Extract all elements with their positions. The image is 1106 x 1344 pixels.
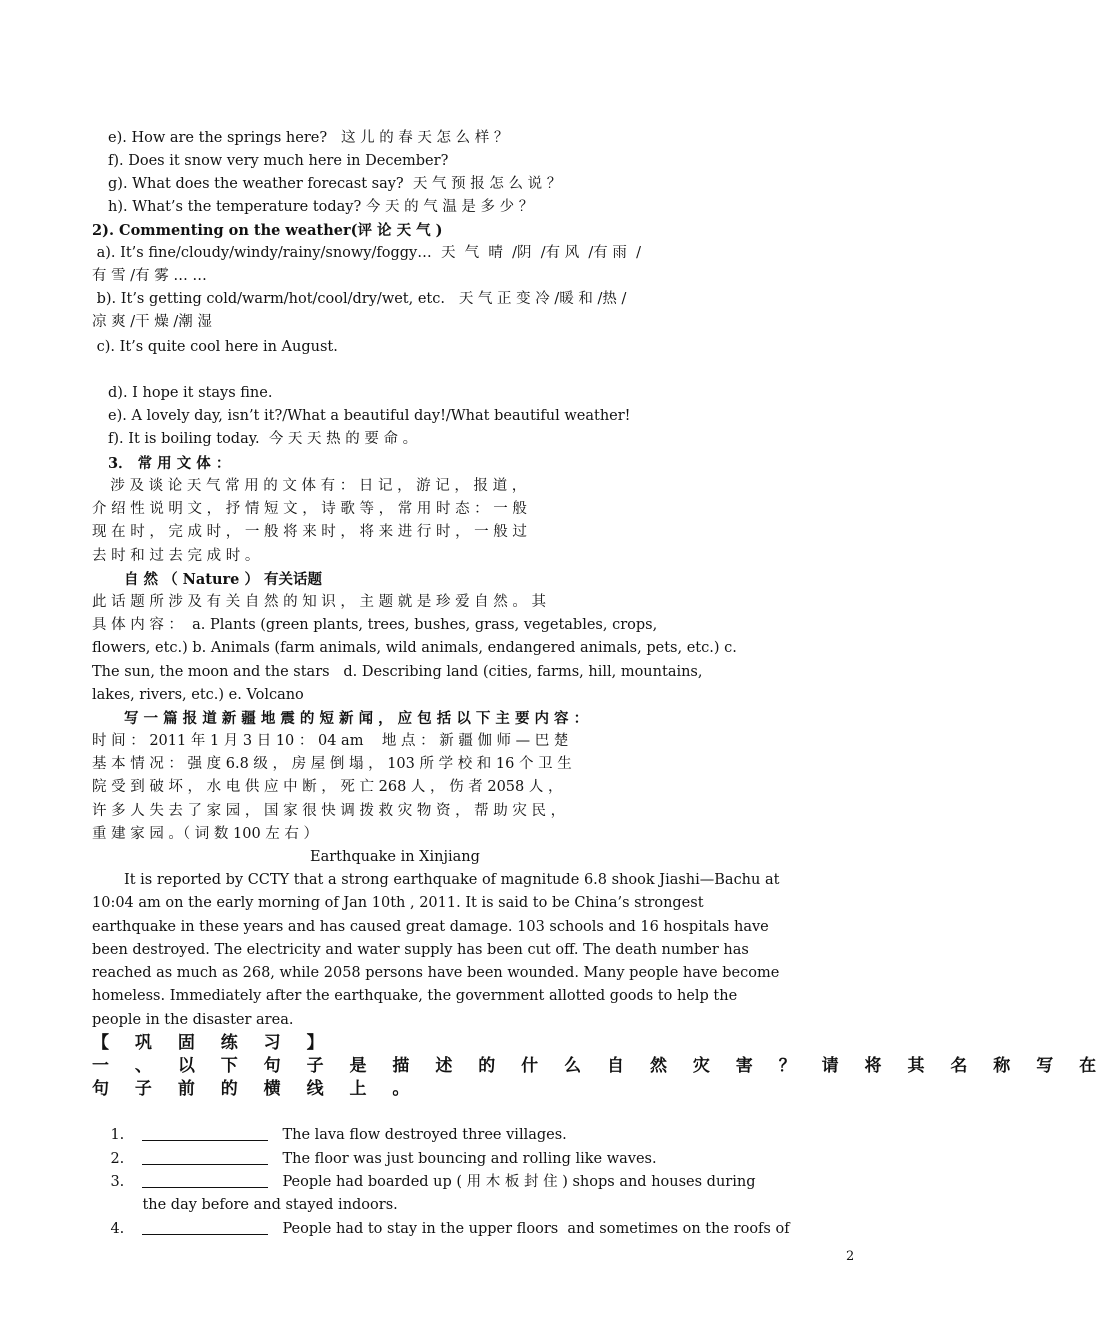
text-line: 有 雪 /有 雾 … … xyxy=(92,268,207,284)
text-line: 时 间 ： 2011 年 1 月 3 日 10 ： 04 am 地 点 ： 新 疆 伽 师 — 巴 楚 xyxy=(92,733,569,749)
text-line: c). It’s quite cool here in August. xyxy=(92,339,338,355)
item-number: 4. xyxy=(110,1221,125,1237)
exercise-heading: 【 巩 固 练 习 】 xyxy=(92,1033,334,1053)
page-number: 2 xyxy=(846,1249,855,1264)
text-line: f). It is boiling today. 今 天 天 热 的 要 命 。 xyxy=(108,431,418,447)
text-line: 去 时 和 过 去 完 成 时 。 xyxy=(92,548,260,564)
article-line: homeless. Immediately after the earthquake, the government allotted goods to help the xyxy=(92,988,738,1004)
article-title: Earthquake in Xinjiang xyxy=(310,849,480,865)
article-line: earthquake in these years and has caused great damage. 103 schools and 16 hospitals have xyxy=(92,919,769,935)
text-line: 介 绍 性 说 明 文 ， 抒 情 短 文 ， 诗 歌 等 ， 常 用 时 态 ： 一 般 xyxy=(92,501,527,517)
text-line: 凉 爽 /干 燥 /潮 湿 xyxy=(92,314,212,330)
item-text: People had boarded up ( 用 木 板 封 住 ) shops and houses during xyxy=(282,1174,756,1190)
exercise-question: 句 子 前 的 横 线 上 。 xyxy=(92,1079,420,1099)
section-heading: 3． 常 用 文 体 ： xyxy=(108,455,231,472)
task-heading: 写 一 篇 报 道 新 疆 地 震 的 短 新 闻 ， 应 包 括 以 下 主 要 内 容 ： xyxy=(124,710,589,727)
item-number: 2. xyxy=(110,1151,125,1167)
section-heading: 自 然 （ Nature ） 有关话题 xyxy=(124,571,322,588)
article-line: 10:04 am on the early morning of Jan 10th , 2011. It is said to be China’s strongest xyxy=(92,895,704,911)
text-line: lakes, rivers, etc.) e. Volcano xyxy=(92,687,304,703)
text-line: d). I hope it stays fine. xyxy=(108,385,273,401)
text-line: 具 体 内 容 ： a. Plants (green plants, trees, bushes, grass, vegetables, crops, xyxy=(92,617,658,633)
text-line: 现 在 时 ， 完 成 时 ， 一 般 将 来 时 ， 将 来 进 行 时 ， 一 般 过 xyxy=(92,524,527,540)
item-number: 1. xyxy=(110,1127,125,1143)
text-line: 此 话 题 所 涉 及 有 关 自 然 的 知 识 ， 主 题 就 是 珍 爱 自 然 。 其 xyxy=(92,594,547,610)
text-line: 院 受 到 破 坏 ， 水 电 供 应 中 断 ， 死 亡 268 人 ， 伤 者 2058 人 ， xyxy=(92,779,563,795)
text-line: f). Does it snow very much here in December? xyxy=(108,153,449,169)
exercise-item xyxy=(92,1195,858,1264)
article-line: been destroyed. The electricity and water supply has been cut off. The death number has xyxy=(92,942,749,958)
text-line: b). It’s getting cold/warm/hot/cool/dry/wet, etc. 天 气 正 变 冷 /暖 和 /热 / xyxy=(92,291,627,307)
text-line: a). It’s fine/cloudy/windy/rainy/snowy/foggy… 天 气 晴 /阴 /有 风 /有 雨 / xyxy=(92,245,642,261)
item-text: People had to stay in the upper floors and sometimes on the roofs of xyxy=(282,1221,790,1237)
item-text: The floor was just bouncing and rolling like waves. xyxy=(282,1151,657,1167)
text-line: e). A lovely day, isn’t it?/What a beautiful day!/What beautiful weather! xyxy=(108,408,631,424)
item-text: the day before and stayed indoors. xyxy=(142,1197,398,1213)
text-line: g). What does the weather forecast say? 天 气 预 报 怎 么 说 ？ xyxy=(108,176,562,192)
article-line: reached as much as 268, while 2058 persons have been wounded. Many people have become xyxy=(92,965,780,981)
text-line: 基 本 情 况 ： 强 度 6.8 级 ， 房 屋 倒 塌 ， 103 所 学 校 和 16 个 卫 生 xyxy=(92,756,572,772)
text-line: e). How are the springs here? 这 儿 的 春 天 怎 么 样 ？ xyxy=(108,130,509,146)
text-line: 涉 及 谈 论 天 气 常 用 的 文 体 有 ： 日 记 ， 游 记 ， 报 道 ， xyxy=(92,478,527,494)
text-line: flowers, etc.) b. Animals (farm animals, wild animals, endangered animals, pets, etc.) c. xyxy=(92,640,737,656)
text-line: 重 建 家 园 。（ 词 数 100 左 右 ） xyxy=(92,826,319,842)
text-line: 许 多 人 失 去 了 家 园 ， 国 家 很 快 调 拨 救 灾 物 资 ， 帮 助 灾 民 ， xyxy=(92,803,566,819)
text-line: h). What’s the temperature today? 今 天 的 气 温 是 多 少 ？ xyxy=(108,199,534,215)
answer-blank[interactable] xyxy=(142,1220,268,1235)
item-text: The lava flow destroyed three villages. xyxy=(282,1127,567,1143)
article-line: people in the disaster area. xyxy=(92,1012,294,1028)
section-heading: 2). Commenting on the weather(评 论 天 气 ) xyxy=(92,222,443,239)
item-number: 3. xyxy=(110,1174,125,1190)
article-line: It is reported by CCTY that a strong earthquake of magnitude 6.8 shook Jiashi—Bachu at xyxy=(124,872,780,888)
exercise-question: 一 、 以 下 句 子 是 描 述 的 什 么 自 然 灾 害 ？ 请 将 其 名 称 写 在 xyxy=(92,1056,1106,1076)
text-line: The sun, the moon and the stars d. Describing land (cities, farms, hill, mountains, xyxy=(92,664,703,680)
